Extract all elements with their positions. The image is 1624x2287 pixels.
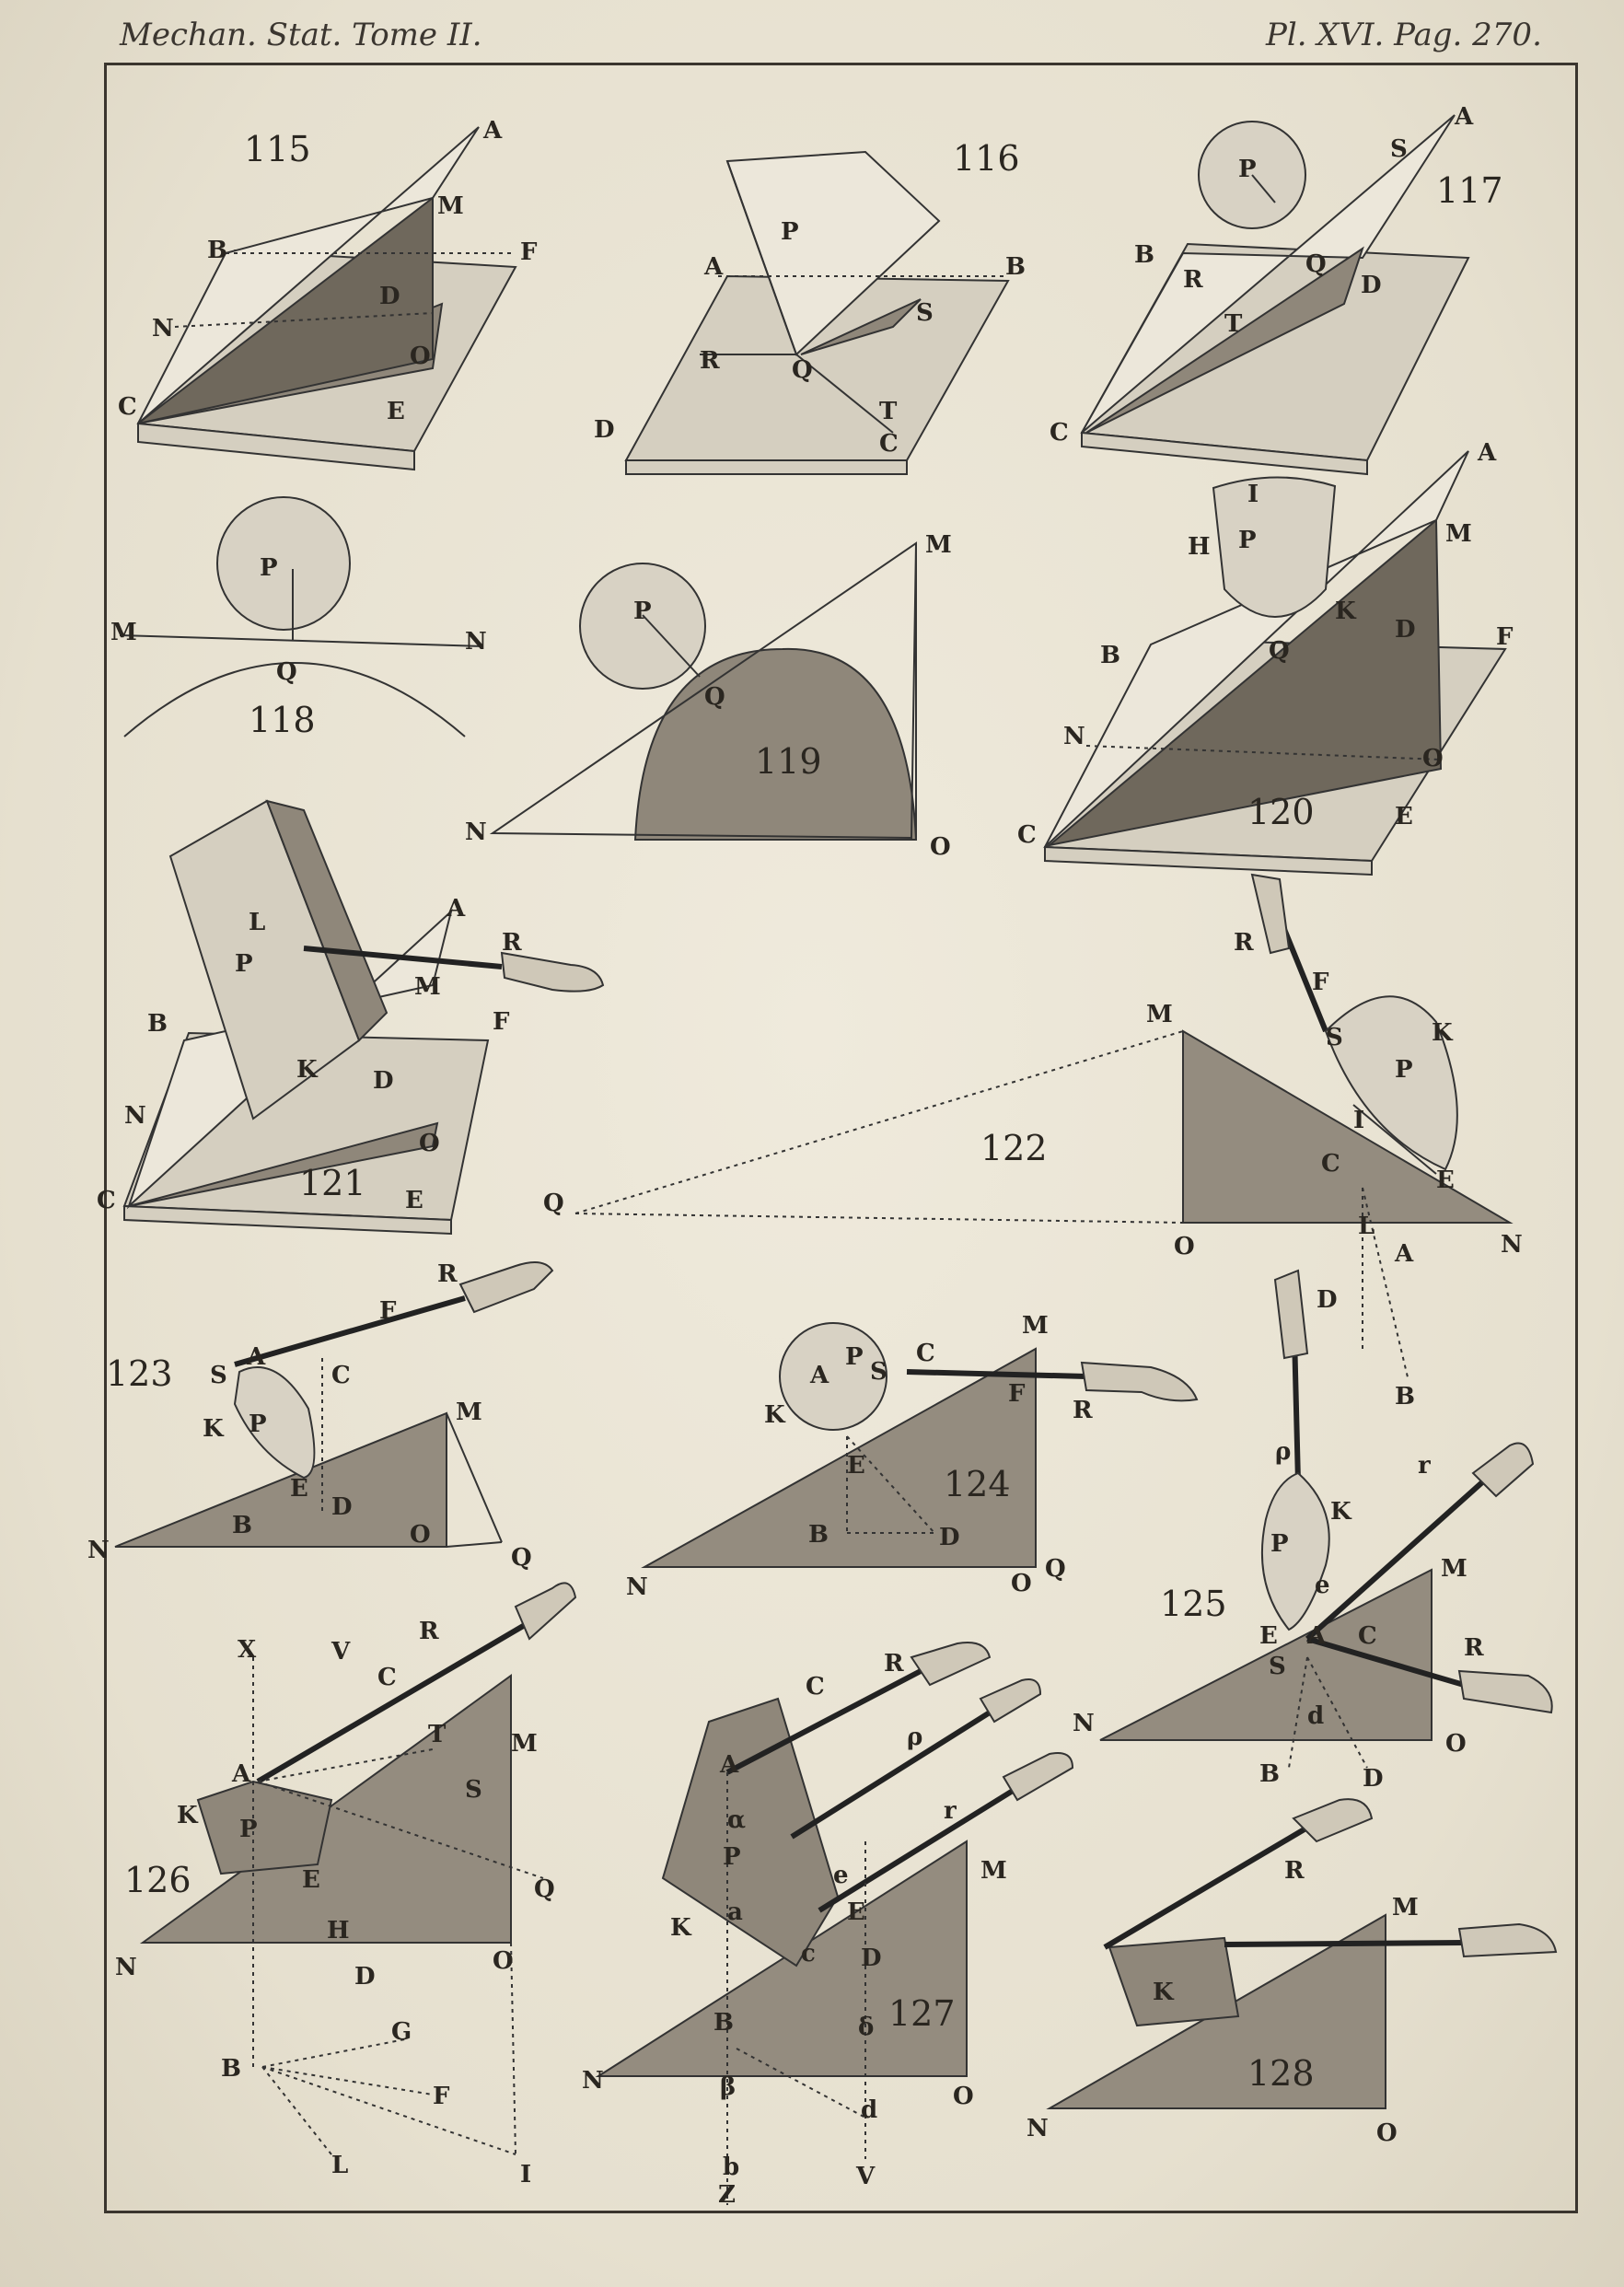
- fig125-label-s: S: [1269, 1653, 1286, 1680]
- fig123-label-q: Q: [511, 1544, 532, 1572]
- fig123-label-e: E: [290, 1475, 308, 1503]
- fig120-label-q: Q: [1269, 637, 1290, 665]
- fig115-label-m: M: [437, 192, 464, 220]
- fig125-wedge: [1100, 1570, 1432, 1740]
- fig115-label-n: N: [152, 315, 174, 342]
- fig124-label-a: A: [810, 1362, 829, 1389]
- fig122-label-m: M: [1146, 1001, 1173, 1028]
- fig127-label-p: P: [723, 1843, 741, 1871]
- fig115-label-c: C: [118, 393, 137, 421]
- fig116-label-p: P: [781, 218, 799, 246]
- fig126-label-h: H: [327, 1917, 350, 1945]
- fig126-label-r: R: [419, 1618, 439, 1645]
- fig118-label-m: M: [110, 619, 137, 646]
- fig120-label-p: P: [1238, 527, 1257, 554]
- fig124-label-b: B: [808, 1521, 829, 1549]
- figure-119: [465, 531, 952, 861]
- fig123-cord: [235, 1298, 465, 1364]
- fig123-body: [235, 1367, 314, 1478]
- fig121-label-n: N: [124, 1102, 146, 1130]
- fig117-label-c: C: [1050, 419, 1069, 447]
- fig125-label-c: C: [1358, 1622, 1377, 1650]
- fig124-label-r: R: [1073, 1397, 1093, 1424]
- fig120-number: 120: [1247, 792, 1315, 832]
- fig121-label-f: F: [493, 1008, 510, 1036]
- fig124-label-m: M: [1022, 1312, 1049, 1340]
- fig124-label-o: O: [1011, 1570, 1032, 1597]
- fig127-label-beta: β: [720, 2073, 737, 2101]
- fig122-line-qo: [575, 1213, 1183, 1223]
- fig119-sphere: [580, 563, 705, 689]
- fig120-label-c: C: [1017, 821, 1037, 849]
- fig116-label-a: A: [704, 253, 724, 281]
- fig128-cord-r: [1105, 1828, 1307, 1947]
- fig125-label-o: O: [1445, 1730, 1467, 1758]
- fig120-label-k: K: [1335, 598, 1356, 625]
- fig126-label-t: T: [428, 1721, 447, 1748]
- fig115-label-a: A: [483, 117, 503, 145]
- fig117-number: 117: [1436, 170, 1503, 211]
- fig128-hand-right: [1459, 1924, 1556, 1956]
- fig120-label-a: A: [1478, 439, 1497, 467]
- fig124-label-d: D: [939, 1524, 960, 1551]
- fig116-number: 116: [953, 138, 1020, 179]
- fig125-label-n: N: [1073, 1710, 1095, 1737]
- fig116-label-c: C: [879, 430, 899, 458]
- fig118-label-q: Q: [276, 658, 297, 686]
- fig120-label-o: O: [1422, 745, 1444, 772]
- fig127-label-a: A: [720, 1751, 739, 1779]
- fig115-number: 115: [244, 129, 311, 169]
- figure-128: [1027, 1799, 1556, 2147]
- fig118-number: 118: [249, 700, 316, 740]
- fig126-label-m: M: [511, 1730, 538, 1758]
- fig117-label-a: A: [1455, 103, 1474, 131]
- fig122-label-k: K: [1432, 1019, 1453, 1047]
- fig126-label-g: G: [391, 2018, 412, 2046]
- fig124-hand: [1082, 1363, 1197, 1400]
- figure-115: [118, 117, 538, 470]
- fig126-number: 126: [124, 1860, 191, 1900]
- fig127-label-c: C: [806, 1673, 825, 1701]
- fig123-number: 123: [106, 1353, 173, 1394]
- fig118-label-p: P: [260, 554, 278, 582]
- fig120-label-b: B: [1100, 642, 1120, 669]
- fig127-label-b: B: [713, 2009, 734, 2037]
- fig117-label-q: Q: [1305, 250, 1327, 278]
- fig115-label-f: F: [520, 238, 538, 266]
- fig127-label-r: R: [884, 1650, 904, 1678]
- fig122-label-e: E: [1436, 1167, 1455, 1194]
- fig121-hand: [502, 953, 603, 992]
- fig128-number: 128: [1247, 2053, 1315, 2094]
- fig127-label-c-small: c: [801, 1940, 816, 1968]
- fig118-label-n: N: [465, 628, 487, 656]
- fig125-hand-r: [1473, 1444, 1533, 1497]
- fig121-number: 121: [299, 1163, 366, 1203]
- fig124-label-f: F: [1008, 1380, 1026, 1408]
- fig118-sphere: [217, 497, 350, 630]
- fig122-label-o: O: [1174, 1233, 1195, 1260]
- fig119-label-o: O: [930, 833, 951, 861]
- fig122-line-qm: [575, 1031, 1183, 1213]
- fig128-label-m: M: [1392, 1894, 1419, 1921]
- fig127-label-a-small: a: [727, 1898, 743, 1926]
- fig127-label-d: D: [861, 1945, 882, 1972]
- fig125-label-a: A: [1307, 1622, 1327, 1650]
- fig123-label-s: S: [210, 1362, 227, 1389]
- fig121-label-k: K: [296, 1056, 318, 1084]
- fig122-label-l: L: [1358, 1213, 1375, 1240]
- fig119-label-p: P: [633, 598, 652, 625]
- figure-120: [1017, 439, 1514, 875]
- fig121-label-c: C: [97, 1187, 116, 1214]
- fig119-label-q: Q: [704, 683, 725, 711]
- fig122-label-a: A: [1395, 1240, 1414, 1268]
- fig127-label-o: O: [953, 2083, 974, 2110]
- fig125-label-d: D: [1363, 1765, 1384, 1793]
- fig127-label-n: N: [582, 2067, 604, 2095]
- fig119-number: 119: [755, 741, 822, 782]
- figure-124: [626, 1312, 1197, 1601]
- fig123-label-c: C: [331, 1362, 351, 1389]
- fig127-label-z: Z: [718, 2181, 736, 2209]
- fig126-label-e: E: [302, 1866, 320, 1894]
- fig127-label-delta: δ: [858, 2014, 875, 2041]
- fig124-number: 124: [944, 1464, 1011, 1504]
- fig122-label-r: R: [1234, 929, 1254, 957]
- fig128-label-n: N: [1027, 2115, 1049, 2142]
- fig126-label-l: L: [331, 2152, 349, 2179]
- fig126-line-bi: [262, 2067, 516, 2154]
- fig123-label-o: O: [410, 1521, 431, 1549]
- fig125-upper-hand: [1275, 1271, 1307, 1358]
- fig122-label-d: D: [1317, 1286, 1338, 1314]
- fig123-label-b: B: [232, 1512, 252, 1539]
- fig115-label-d: D: [379, 283, 400, 310]
- fig119-label-n: N: [465, 818, 487, 846]
- fig115-label-b: B: [207, 237, 227, 264]
- fig125-label-b: B: [1259, 1760, 1280, 1788]
- fig126-label-k: K: [177, 1802, 198, 1829]
- fig116-label-t: T: [879, 398, 898, 425]
- fig124-label-s: S: [870, 1358, 887, 1386]
- fig126-label-d: D: [354, 1963, 376, 1991]
- fig121-label-o: O: [419, 1130, 440, 1157]
- fig126-label-a: A: [232, 1760, 251, 1788]
- fig127-label-rho: ρ: [907, 1724, 923, 1751]
- figure-121: [97, 801, 603, 1234]
- fig117-label-r: R: [1183, 266, 1203, 294]
- fig118-tangent-mn: [120, 635, 483, 646]
- fig127-label-d-small: d: [861, 2096, 878, 2124]
- fig123-label-d: D: [331, 1493, 353, 1521]
- fig128-label-r: R: [1284, 1857, 1305, 1885]
- fig122-label-q: Q: [543, 1190, 564, 1217]
- fig120-label-m: M: [1445, 520, 1472, 548]
- fig123-label-a: A: [247, 1343, 266, 1371]
- fig127-cord-mid: [792, 1712, 990, 1837]
- fig125-label-e-small: e: [1315, 1572, 1330, 1599]
- fig123-label-r: R: [437, 1260, 458, 1288]
- fig124-label-e: E: [847, 1452, 865, 1480]
- fig122-label-c: C: [1321, 1150, 1340, 1178]
- figure-117: [1050, 103, 1503, 474]
- fig124-label-q: Q: [1045, 1555, 1066, 1583]
- fig126-line-bl: [262, 2067, 331, 2154]
- fig123-line-mq: [447, 1413, 502, 1542]
- fig123-label-n: N: [87, 1537, 110, 1564]
- fig125-label-r-small: r: [1418, 1452, 1431, 1480]
- header-volume-title: Mechan. Stat. Tome II.: [120, 17, 482, 53]
- fig123-hand: [460, 1262, 552, 1312]
- fig125-hand-big-r: [1459, 1671, 1552, 1712]
- fig127-hand-low: [1003, 1753, 1073, 1800]
- fig126-label-x: X: [238, 1636, 257, 1664]
- fig124-label-k: K: [764, 1401, 785, 1429]
- fig125-label-r: R: [1464, 1634, 1484, 1662]
- fig117-label-b: B: [1134, 241, 1154, 269]
- fig117-label-t: T: [1224, 310, 1243, 338]
- fig123-label-k: K: [203, 1415, 224, 1443]
- fig116-label-d: D: [594, 416, 615, 444]
- fig127-label-r-small: r: [944, 1797, 957, 1825]
- fig124-label-p: P: [845, 1343, 864, 1371]
- fig123-label-f: F: [379, 1297, 397, 1325]
- fig121-label-d: D: [373, 1067, 394, 1095]
- fig123-label-p: P: [249, 1411, 267, 1438]
- fig120-label-i: I: [1247, 481, 1259, 508]
- fig127-label-v: V: [856, 2163, 876, 2190]
- fig127-label-alpha: α: [727, 1806, 747, 1834]
- fig122-label-p: P: [1395, 1056, 1413, 1084]
- fig121-label-l: L: [249, 909, 266, 936]
- fig115-label-e: E: [387, 398, 405, 425]
- fig116-label-r: R: [700, 347, 720, 375]
- fig122-number: 122: [980, 1128, 1048, 1168]
- figure-127: [582, 1643, 1073, 2209]
- fig122-label-n: N: [1501, 1231, 1523, 1259]
- fig115-label-o: O: [410, 342, 431, 370]
- fig122-label-f: F: [1312, 969, 1329, 996]
- fig120-label-d: D: [1395, 616, 1416, 644]
- fig124-cord: [907, 1372, 1086, 1376]
- fig121-label-b: B: [147, 1010, 168, 1038]
- fig126-label-i: I: [520, 2161, 532, 2188]
- fig117-label-p: P: [1238, 156, 1257, 183]
- fig127-hand-mid: [980, 1679, 1040, 1722]
- fig125-number: 125: [1160, 1584, 1227, 1624]
- fig126-label-p: P: [239, 1816, 258, 1843]
- fig128-hand-r: [1293, 1799, 1372, 1841]
- fig126-label-b: B: [221, 2055, 241, 2083]
- fig128-cord-right: [1224, 1943, 1464, 1945]
- fig126-label-f: F: [433, 2083, 450, 2110]
- fig122-hand: [1252, 875, 1289, 953]
- fig121-label-p: P: [235, 950, 253, 978]
- fig126-line-bf: [262, 2067, 433, 2095]
- fig126-line-bg: [262, 2039, 405, 2067]
- fig127-label-b-small: b: [723, 2153, 740, 2181]
- fig120-label-h: H: [1188, 533, 1211, 561]
- fig116-plate-edge: [626, 460, 907, 474]
- fig123-line-oq: [447, 1542, 502, 1547]
- fig125-label-p: P: [1270, 1530, 1289, 1558]
- fig127-hand-top: [911, 1643, 990, 1685]
- fig116-label-s: S: [916, 299, 934, 327]
- figure-118: [110, 497, 487, 740]
- fig126-pentagon-body: [198, 1782, 331, 1874]
- fig122-label-s: S: [1326, 1024, 1343, 1051]
- fig127-label-e: E: [847, 1898, 865, 1926]
- fig127-label-e-small: e: [833, 1862, 849, 1889]
- fig125-label-k: K: [1330, 1498, 1351, 1526]
- fig121-label-a: A: [447, 895, 466, 923]
- fig116-label-b: B: [1005, 253, 1026, 281]
- header-plate-page: Pl. XVI. Pag. 270.: [1266, 17, 1542, 53]
- fig116-label-q: Q: [792, 356, 813, 384]
- fig120-body-vessel: [1213, 477, 1335, 617]
- fig126-label-v: V: [331, 1638, 351, 1666]
- fig126-label-n: N: [115, 1954, 137, 1981]
- fig123-label-m: M: [456, 1399, 482, 1426]
- fig127-number: 127: [888, 1993, 956, 2034]
- fig122-label-b: B: [1395, 1383, 1415, 1411]
- figure-126: [115, 1583, 575, 2188]
- figure-123: [87, 1260, 552, 1572]
- fig125-label-e: E: [1259, 1622, 1278, 1650]
- fig120-label-f: F: [1496, 623, 1514, 651]
- fig121-label-r: R: [502, 929, 522, 957]
- fig122-label-i: I: [1353, 1107, 1365, 1134]
- fig117-label-d: D: [1361, 272, 1382, 299]
- fig121-label-e: E: [405, 1187, 423, 1214]
- fig125-label-d-small: d: [1307, 1702, 1325, 1730]
- fig128-label-k: K: [1153, 1979, 1174, 2006]
- fig126-label-o: O: [493, 1947, 514, 1975]
- fig127-label-k: K: [670, 1914, 691, 1942]
- fig126-label-s: S: [465, 1776, 482, 1804]
- fig120-label-n: N: [1063, 723, 1085, 750]
- fig124-label-c: C: [916, 1340, 935, 1367]
- fig126-label-c: C: [377, 1664, 397, 1691]
- fig128-label-o: O: [1376, 2119, 1398, 2147]
- fig119-label-m: M: [925, 531, 952, 559]
- fig125-label-m: M: [1441, 1555, 1467, 1583]
- fig117-label-s: S: [1390, 135, 1408, 163]
- fig127-label-m: M: [980, 1857, 1007, 1885]
- figure-125: [1073, 1271, 1552, 1793]
- fig120-label-e: E: [1395, 803, 1413, 830]
- fig121-label-m: M: [414, 973, 441, 1001]
- fig126-label-q: Q: [534, 1875, 555, 1903]
- fig126-hand: [516, 1583, 575, 1639]
- fig125-label-rho: ρ: [1275, 1438, 1292, 1466]
- fig128-block: [1109, 1938, 1238, 2026]
- fig124-label-n: N: [626, 1573, 648, 1601]
- figure-116: [594, 138, 1026, 474]
